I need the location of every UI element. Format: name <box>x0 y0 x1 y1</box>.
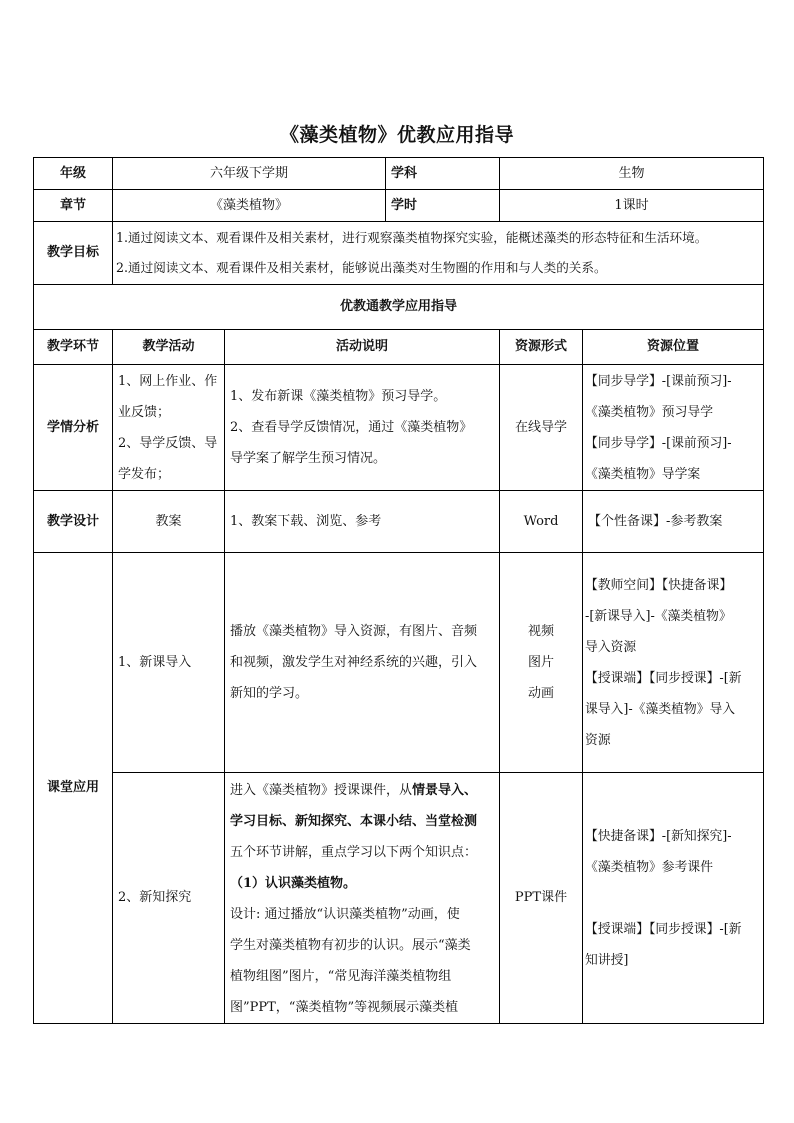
section-title-row <box>34 285 764 330</box>
design-resource-form: Word <box>500 491 583 553</box>
goal-row <box>34 222 764 285</box>
activity-line: 业反馈； <box>118 404 171 420</box>
guide-table <box>33 157 764 1024</box>
location-line: 【授课端】【同步授课】-[新 <box>585 921 742 937</box>
description-line: 学生对藻类植物有初步的认识。展示“藻类 <box>230 938 471 953</box>
form-line: 图片 <box>528 655 555 670</box>
explore-description <box>225 773 500 1024</box>
analysis-resource-location <box>583 365 764 491</box>
location-line: -[新课导入]-《藻类植物》 <box>585 608 732 624</box>
description-line: 学习目标、新知探究、本课小结、当堂检测 <box>230 814 478 829</box>
explore-activity: 2、新知探究 <box>113 773 225 1024</box>
grade-row <box>34 158 764 190</box>
location-line: 知讲授] <box>585 952 629 968</box>
activity-line: 学发布； <box>118 466 171 482</box>
analysis-description <box>225 365 500 491</box>
intro-resource-form <box>500 553 583 773</box>
analysis-row <box>34 365 764 491</box>
subject-value: 生物 <box>500 158 764 190</box>
grade-label: 年级 <box>34 158 113 190</box>
intro-resource-location <box>583 553 764 773</box>
location-line: 资源 <box>585 732 611 748</box>
intro-row <box>34 553 764 773</box>
header-activity: 教学活动 <box>113 330 225 365</box>
description-line: 1、发布新课《藻类植物》预习导学。 <box>230 389 447 404</box>
location-spacer <box>585 883 761 914</box>
location-line: 《藻类植物》预习导学 <box>585 404 713 420</box>
explore-resource-location <box>583 773 764 1024</box>
activity-line: 2、导学反馈、导 <box>118 435 218 451</box>
chapter-row <box>34 190 764 222</box>
description-line: 播放《藻类植物》导入资源，有图片、音频 <box>230 624 478 639</box>
goal-text <box>113 222 764 285</box>
goal-label: 教学目标 <box>34 222 113 285</box>
description-line: 和视频，激发学生对神经系统的兴趣，引入 <box>230 655 478 670</box>
description-line: 图”PPT，“藻类植物”等视频展示藻类植 <box>230 1000 459 1015</box>
subject-label: 学科 <box>386 158 500 190</box>
form-line: 动画 <box>528 686 555 701</box>
design-activity: 教案 <box>113 491 225 553</box>
chapter-label: 章节 <box>34 190 113 222</box>
form-line: 视频 <box>528 624 555 639</box>
analysis-stage: 学情分析 <box>34 365 113 491</box>
hours-value: 1课时 <box>500 190 764 222</box>
location-line: 【授课端】【同步授课】-[新 <box>585 670 742 686</box>
description-line: 新知的学习。 <box>230 686 309 701</box>
chapter-value: 《藻类植物》 <box>113 190 386 222</box>
design-resource-location: 【个性备课】-参考教案 <box>583 491 764 553</box>
hours-label: 学时 <box>386 190 500 222</box>
description-line: 设计: 通过播放“认识藻类植物”动画，使 <box>230 907 460 922</box>
intro-description <box>225 553 500 773</box>
document-title: 《藻类植物》优教应用指导 <box>279 124 514 146</box>
header-resource-location: 资源位置 <box>583 330 764 365</box>
location-line: 《藻类植物》导学案 <box>585 466 701 482</box>
header-resource-form: 资源形式 <box>500 330 583 365</box>
intro-activity: 1、新课导入 <box>113 553 225 773</box>
design-stage: 教学设计 <box>34 491 113 553</box>
design-description: 1、教案下载、浏览、参考 <box>225 491 500 553</box>
section-title: 优教通教学应用指导 <box>34 285 764 330</box>
classroom-stage: 课堂应用 <box>34 553 113 1024</box>
location-line: 【同步导学】-[课前预习]- <box>585 435 732 451</box>
location-line: 【快捷备课】-[新知探究]- <box>585 828 732 844</box>
header-row <box>34 330 764 365</box>
description-line: （1）认识藻类植物。 <box>230 876 357 891</box>
header-stage: 教学环节 <box>34 330 113 365</box>
activity-line: 1、网上作业、作 <box>118 373 218 389</box>
grade-value: 六年级下学期 <box>113 158 386 190</box>
location-line: 课导入]-《藻类植物》导入 <box>585 701 736 717</box>
description-line: 五个环节讲解，重点学习以下两个知识点： <box>230 845 478 860</box>
header-description: 活动说明 <box>225 330 500 365</box>
design-row <box>34 491 764 553</box>
description-line: 2、查看导学反馈情况，通过《藻类植物》 <box>230 420 473 435</box>
explore-row <box>34 773 764 1024</box>
location-line: 【同步导学】-[课前预习]- <box>585 373 732 389</box>
description-text: 进入《藻类植物》授课课件，从 <box>230 783 413 798</box>
description-line <box>230 775 494 806</box>
description-highlight: 情景导入、 <box>412 783 478 798</box>
description-line: 植物组图”图片，“常见海洋藻类植物组 <box>230 969 452 984</box>
location-line: 导入资源 <box>585 639 637 655</box>
goal-item: 1.通过阅读文本、观看课件及相关素材，进行观察藻类植物探究实验，能概述藻类的形态特征和生活环境。 <box>116 230 708 245</box>
analysis-activity <box>113 365 225 491</box>
location-line: 【教师空间】【快捷备课】 <box>585 577 733 593</box>
goal-item: 2.通过阅读文本、观看课件及相关素材，能够说出藻类对生物圈的作用和与人类的关系。 <box>116 260 607 275</box>
description-line: 导学案了解学生预习情况。 <box>230 451 387 466</box>
analysis-resource-form: 在线导学 <box>500 365 583 491</box>
explore-resource-form: PPT课件 <box>500 773 583 1024</box>
location-line: 《藻类植物》参考课件 <box>585 859 713 875</box>
